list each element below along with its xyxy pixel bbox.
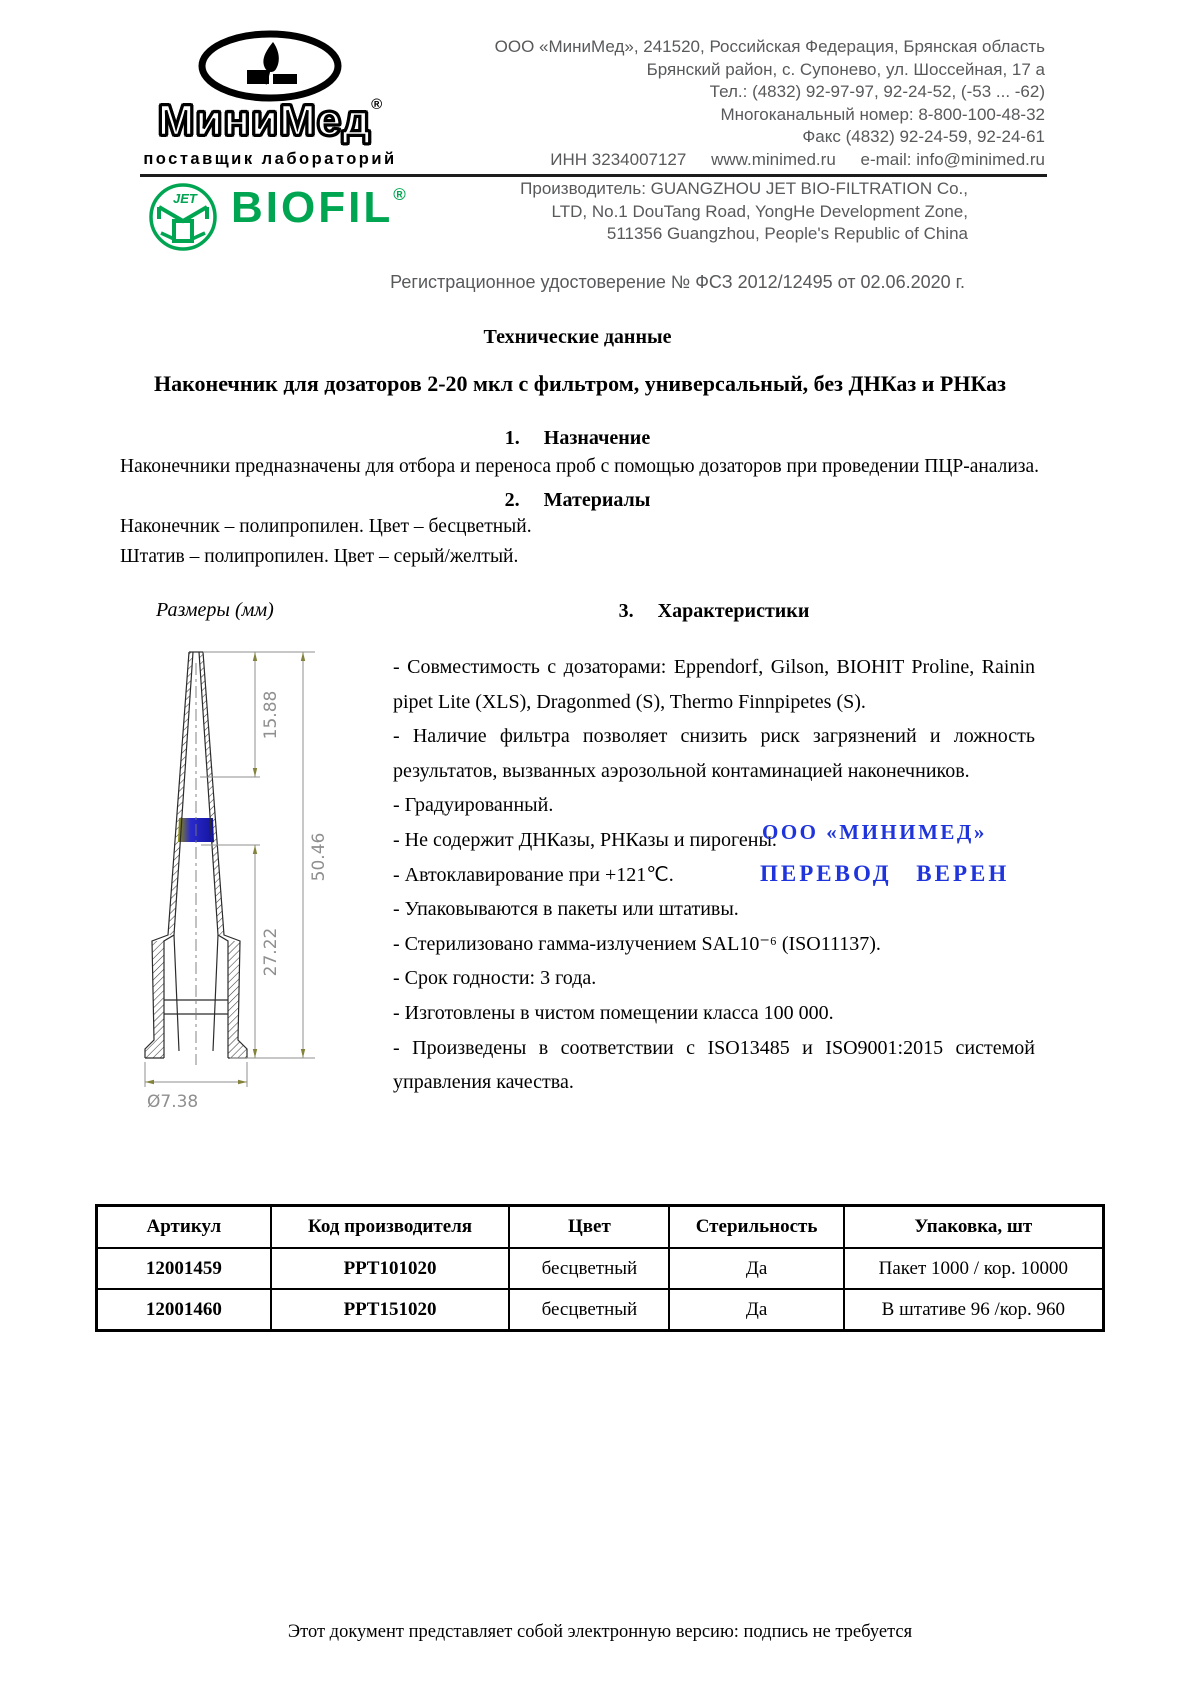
contact-line: Факс (4832) 92-24-59, 92-24-61	[802, 127, 1045, 146]
purpose-text: Наконечники предназначены для отбора и переноса проб с помощью дозаторов при проведении ПЦР-анализа.	[120, 456, 1040, 477]
cell-code: PPT151020	[271, 1289, 510, 1331]
biofil-name-text: BIOFIL	[231, 183, 394, 232]
table-row	[97, 1289, 1104, 1331]
product-title: Наконечник для дозаторов 2-20 мкл с фильтром, универсальный, без ДНКаз и РНКаз	[154, 371, 1006, 396]
contact-line: ООО «МиниМед», 241520, Российская Федерация, Брянская область	[494, 37, 1045, 56]
document-title: Технические данные	[483, 326, 672, 348]
electronic-version-note: Этот документ представляет собой электронную версию: подпись не требуется	[287, 1622, 913, 1642]
section-2-number: 2.	[504, 489, 520, 511]
section-3-title: Характеристики	[657, 600, 810, 622]
website-text: www.minimed.ru	[711, 149, 836, 169]
characteristic-item: - Совместимость с дозаторами: Eppendorf, Gilson, BIOHIT Proline, Rainin pipet Lite (XLS), Dragonmed (S), Thermo Finnpipetes (S).	[393, 656, 1035, 713]
cell-sterility: Да	[669, 1248, 843, 1289]
manufacturer-block	[520, 178, 968, 246]
characteristic-item: - Произведены в соответствии с ISO13485 и ISO9001:2015 системой управления качества.	[393, 1036, 1035, 1094]
characteristic-item: - Не содержит ДНКазы, РНКазы и пирогены.	[393, 828, 777, 851]
manufacturer-line: 511356 Guangzhou, People's Republic of China	[606, 224, 968, 243]
jet-label: JET	[173, 191, 197, 206]
cell-code: PPT101020	[271, 1248, 510, 1289]
cell-color: бесцветный	[509, 1289, 669, 1331]
product-spec-table	[95, 1204, 1105, 1332]
section-3-heading	[393, 600, 1035, 623]
brand-name: МиниМед	[157, 96, 372, 145]
section-1-title: Назначение	[543, 427, 651, 449]
manufacturer-line: LTD, No.1 DouTang Road, YongHe Development Zone,	[551, 201, 968, 221]
dim-27-22: 27.22	[261, 927, 281, 977]
dimension-arrows	[145, 652, 305, 1084]
minimed-logo	[138, 30, 402, 169]
email-text: e-mail: info@minimed.ru	[860, 149, 1045, 169]
inn-row	[495, 149, 1045, 172]
inn-number: ИНН 3234007127	[550, 149, 687, 169]
brand-registered-mark: ®	[371, 96, 383, 113]
minimed-flame-icon	[195, 30, 345, 102]
brand-tagline: поставщик лабораторий	[143, 150, 397, 168]
col-header-sterility: Стерильность	[669, 1206, 843, 1249]
company-contact-block	[495, 36, 1045, 171]
cell-sterility: Да	[669, 1289, 843, 1331]
dim-diameter: Ø7.38	[147, 1092, 199, 1112]
collar-wall-right	[228, 941, 247, 1058]
table-header-row	[97, 1206, 1104, 1249]
characteristic-item: - Стерилизовано гамма-излучением SAL10⁻⁶ (ISO11137).	[393, 932, 881, 955]
characteristic-item: - Наличие фильтра позволяет снизить риск загрязнений и ложность результатов, вызванных аэрозольной контаминацией наконечников.	[393, 725, 1035, 782]
col-header-article: Артикул	[97, 1206, 271, 1249]
cell-packaging: В штативе 96 /кор. 960	[844, 1289, 1104, 1331]
material-tip-line: Наконечник – полипропилен. Цвет – бесцветный.	[120, 516, 532, 537]
cell-article: 12001459	[97, 1248, 271, 1289]
section-2-heading	[120, 489, 1035, 512]
biofil-wordmark	[231, 183, 406, 233]
dim-15-88: 15.88	[261, 690, 281, 740]
section-1-heading	[120, 427, 1035, 450]
contact-line: Тел.: (4832) 92-97-97, 92-24-52, (-53 ... -62)	[709, 82, 1045, 101]
material-rack-line: Штатив – полипропилен. Цвет – серый/желтый.	[120, 546, 519, 567]
dimensions-label: Размеры (мм)	[156, 599, 274, 621]
col-header-color: Цвет	[509, 1206, 669, 1249]
biofil-registered-mark: ®	[393, 185, 406, 204]
characteristic-item: - Упаковываются в пакеты или штативы.	[393, 898, 739, 921]
contact-line: Брянский район, с. Супонево, ул. Шоссейная, 17 а	[646, 59, 1045, 79]
translation-stamp-verified: ПЕРЕВОД ВЕРЕН	[760, 861, 1010, 886]
header-divider	[140, 174, 1047, 177]
dim-50-46: 50.46	[309, 832, 329, 882]
section-2-title: Материалы	[543, 489, 651, 511]
jet-badge-icon	[147, 181, 219, 253]
collar-wall-left	[145, 941, 164, 1058]
characteristic-item: - Градуированный.	[393, 794, 554, 817]
cell-color: бесцветный	[509, 1248, 669, 1289]
section-3-number: 3.	[618, 600, 634, 622]
contact-line: Многоканальный номер: 8-800-100-48-32	[720, 104, 1045, 124]
characteristic-item: - Автоклавирование при +121℃.	[393, 863, 674, 886]
characteristic-item: - Изготовлены в чистом помещении класса 100 000.	[393, 1001, 834, 1024]
characteristic-item: - Срок годности: 3 года.	[393, 967, 597, 990]
translation-stamp-company: ООО «МИНИМЕД»	[762, 820, 987, 844]
tip-technical-drawing	[120, 645, 370, 1120]
cell-article: 12001460	[97, 1289, 271, 1331]
section-1-number: 1.	[504, 427, 520, 449]
registration-certificate-line: Регистрационное удостоверение № ФСЗ 2012/12495 от 02.06.2020 г.	[390, 272, 965, 292]
table-row	[97, 1248, 1104, 1289]
cell-packaging: Пакет 1000 / кор. 10000	[844, 1248, 1104, 1289]
col-header-packaging: Упаковка, шт	[844, 1206, 1104, 1249]
col-header-manufacturer-code: Код производителя	[271, 1206, 510, 1249]
manufacturer-line: Производитель: GUANGZHOU JET BIO-FILTRATION Co.,	[520, 179, 968, 198]
